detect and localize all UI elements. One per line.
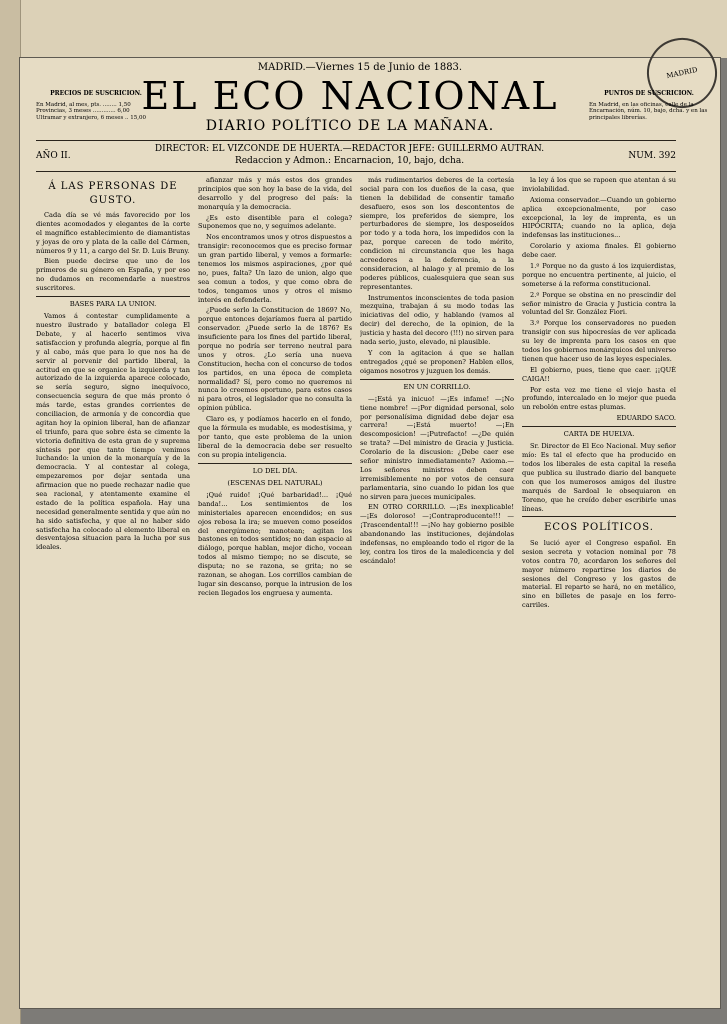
subscription-points-box [589, 90, 709, 122]
newspaper-subtitle: DIARIO POLÍTICO DE LA MAÑANA. [205, 118, 495, 134]
paragraph: Corolario y axioma finales. Él gobierno debe caer. [522, 242, 676, 260]
paragraph: más rudimentarios deberes de la cortesía social para con los dueños de la casa, que tienen la debilidad de consentir tamaño desafuero, esos son los descontentos de siempre, los preferidos de siempre, los perturbadores de siempre, los desposeídos por todo y a toda hora, los impedidos con la paz, porque carecen de todo mérito, condicion ni circunstancia que les haga acreedores a la deferencia, a la consideracion, al halago y al premio de los poderes públicos, cualesquiera que sean sus representantes. [360, 176, 514, 291]
price-line: Provincias, 3 meses ............. 6,00 [36, 108, 130, 115]
paragraph: la ley á los que se rapoen que atentan á su inviolabilidad. [522, 176, 676, 193]
column-4 [522, 176, 676, 1016]
paragraph: El gobierno, pues, tiene que caer. ¡¡QUÉ CAIGA!! [522, 365, 676, 383]
column-subnote: (ESCENAS DEL NATURAL) [227, 478, 323, 487]
column-subheading: LO DEL DÍA. [252, 466, 298, 475]
column-3 [360, 176, 514, 1016]
divider [522, 516, 676, 517]
paragraph: 3.º Porque los conservadores no pueden transigir con sus hipocresías de ver aplicada su ley de imprenta para los casos en que todos los gobiernos monárquicos del universo tienen que hacer uso de las leyes especiales. [522, 319, 676, 363]
dateline: MADRID.—Viernes 15 de Junio de 1883. [257, 62, 463, 73]
subscription-points-text: En Madrid, en las oficinas, calle de la Encarnación, núm. 10, bajo, dcha. y en las principales librerías. [589, 101, 708, 122]
paragraph: Y con la agitacion á que se hallan entregados ¿qué se proponen? Hablen ellos, oigamos nosotros y juzguen los demás. [360, 348, 514, 375]
issue-number: NUM. 392 [628, 151, 676, 161]
signature: EDUARDO SACO. [616, 414, 676, 423]
paragraph: Nos encontramos unos y otros dispuestos a transigir: reconocemos que es preciso formar un gran partido liberal, y vemos a formarle: tenemos los mismos aspiraciones, ¿por qué no, pues, falta? Un lazo de union, algo que sea comun a todos, y que como obra de todos, tengamos unos y otros el mismo interés en defenderla. [198, 233, 352, 304]
paragraph: ¿Puede serlo la Constitucion de 1869? No, porque entonces dejaríamos fuera al partido conservador. ¿Puede serlo la de 1876? Es insuficiente para los fines del partido liberal, porque no podría ser terreno neutral para unos y otros. ¿Lo sería una nueva Constitucion, hecha con el concurso de todos los partidos, en una época de completa normalidad? Sí, pero como no queremos ni nunca lo creemos oportuno, para estos casos ni para otros, el legislador que no consulta la opinion pública. [198, 306, 352, 413]
subscription-points-heading: PUNTOS DE SUSCRICION. [604, 90, 694, 97]
paragraph: afianzar más y más estos dos grandes principios que son hoy la base de la vida, del desarrollo y del progreso del país: la monarquía y la democracia. [198, 176, 352, 211]
address-line: Redaccion y Admon.: Encarnacion, 10, bajo, dcha. [234, 156, 465, 166]
column-subheading: EN UN CORRILLO. [403, 382, 471, 391]
column-subheading: BASES PARA LA UNION. [69, 300, 157, 309]
newspaper-title: EL ECO NACIONAL [141, 74, 559, 118]
column-2 [198, 176, 352, 1016]
paragraph: ¿Es esto disentible para el colega? Suponemos que no, y seguimos adelante. [198, 213, 352, 231]
editorial-info [155, 144, 544, 167]
column-1 [36, 176, 190, 1016]
paragraph: ¡Qué ruido! ¡Qué barbaridad!... ¡Qué banda!... Los sentimientos de los ministeriales aparecen encendidos; en sus ojos rebosa la ira; se mueven como poseídos del energúmeno; manotean; agitan los bastones en todos sentidos; no dan espacio al diálogo, porque hablan, mejor dicho, vocean todos al mismo tiempo; no se discute, se disputa; no se razona, se grita; no se razonan, se ahogan. Los corrillos cambian de lugar sin descanso, porque la intrusion de los recien llegados los engruesa y aumenta. [198, 490, 352, 597]
divider [198, 463, 352, 464]
column-heading: ECOS POLÍTICOS. [544, 522, 654, 534]
price-line: En Madrid, al mes, pts. ........ 1,50 [36, 101, 131, 108]
page-binding-area [0, 0, 727, 58]
paragraph: EN OTRO CORRILLO. —¡Es inexplicable! —¡Es doloroso! —¡Contraproducente!!! —¡Trascendental!!! —¡No hay gobierno posible abandonando las instituciones, dejándolas indefensas, no empleando todo el rigor de la ley, contra los tiros de la maledicencia y del escándalo! [360, 503, 514, 565]
paragraph: Por esta vez me tiene el viejo hasta el profundo, intercalado en lo mejor que pueda un rebolón entre estas plumas. [522, 385, 676, 412]
paragraph: Claro es, y podíamos hacerlo en el fondo, que la fórmula es mudable, es modestísima, y por tanto, que este problema de la union liberal de la democracia debe ser resuelto con su propia inteligencia. [198, 415, 352, 459]
paragraph: —¡Está ya inicuo! —¡Es infame! —¡No tiene nombre! —¡Por dignidad personal, solo por personalísima dignidad debe dejar esa carrera! —¡Está muerto! —¡En descomposicion! —¡Putrefacto! —¿De quién se trata? —Del ministro de Gracia y Justicia. Corolario de la discusion: ¿Debe caer ese señor ministro inmediatamente? Axioma.—Los señores ministros deben caer irremisiblemente no por votos de censura parlamentaria, sino cuando lo pidan los que no sirven para jueces municipales. [360, 394, 514, 501]
library-stamp: MADRID [640, 31, 723, 114]
divider [360, 379, 514, 380]
info-bar [36, 140, 676, 172]
column-subheading: CARTA DE HUELVA. [563, 430, 635, 439]
subscription-prices-heading: PRECIOS DE SUSCRICION. [50, 90, 142, 97]
paragraph: 1.º Porque no da gusto á los izquierdistas, porque no encuentra pertinente, al juicio, el someterse á la reforma constitucional. [522, 262, 676, 288]
paragraph: Se lució ayer el Congreso español. En sesion secreta y votacion nominal por 78 votos contra 70, acordaron los señores del mayor número repartirse los diarios de sesiones del Congreso y los gastos de material. El reparto se hará, no en metálico, sino en billetes de pasaje en los ferro-carriles. [522, 538, 676, 610]
page-fold [0, 0, 21, 1024]
paragraph: Axioma conservador.—Cuando un gobierno aplica excepcionalmente, por caso excepcional, la ley de imprenta, es un HIPÓCRITA; cuando no la aplica, deja indefensas las instituciones... [522, 195, 676, 240]
price-line: Ultramar y extranjero, 6 meses .. 15,00 [36, 115, 147, 122]
column-heading: Á LAS PERSONAS DE GUSTO. [48, 181, 178, 206]
paragraph: Vamos á contestar cumplidamente a nuestro ilustrado y batallador colega El Debate, y al hacerlo sentimos viva satisfaccion y profunda alegría, porque al fin y al cabo, más que para lo que nos ha de servir al porvenir del partido liberal, la actitud en que se organice la izquierda y tan autorizado de la izquierda aparece colocado, se sería seguro, signo inequívoco, consecuencia segura de que más pronto ó más tarde, estas grandes corrientes de conciliacion, de armonía y de concordia que agitan hoy la opinion liberal, han de afianzar el triunfo, para que sobre ésta se cimente la victoria definitiva de esta gran de y suprema síntesis por que tanto tiempo venimos luchando: la union de la monarquía y de la democracia. Y al contestar al colega, empezaremos por dejar sentada una afirmacion que no puede rechazar nadie que sea racional, y atentamente examine el estado de la política española. Hay una necesidad generalmente sentida y que aún no ha sido satisfecha, y que al no haber sido satisfecha ha colocado al elemento liberal en desventajosa situacion para la lucha por sus ideales. [36, 312, 190, 552]
paragraph: Instrumentos inconscientes de toda pasion mezquina, trabajan á su modo todas las iniciativas del odio, y hablando (vamos al decir) del derecho, de la opinion, de la justicia y hasta del decoro (!!!) no sirven para nada serio, justo, elevado, ni plausible. [360, 293, 514, 347]
paragraph: Sr. Director de El Eco Nacional. Muy señor mío: Es tal el efecto que ha producido en todos los liberales de esta capital la reseña que publica su ilustrado diario del banquete con que los numerosos amigos del ilustre marqués de Sardoal le obsequiaron en Toreno, que he creído deber escribirle unas líneas. [522, 442, 676, 513]
divider [36, 296, 190, 297]
issue-year: AÑO II. [36, 151, 71, 161]
paragraph: 2.º Porque se obstina en no prescindir del señor ministro de Gracia y Justicia contra la voluntad del Sr. González Fiori. [522, 290, 676, 317]
divider [522, 426, 676, 427]
article-columns [36, 176, 676, 1016]
director-line: DIRECTOR: EL VIZCONDE DE HUERTA.—REDACTOR JEFE: GUILLERMO AUTRAN. [154, 144, 545, 155]
paragraph: Cada día se vé más favorecido por los dientes acomodados y elegantes de la corte el magnífico establecimiento de diamantistas y joyas de oro y plata de la calle del Cármen, números 9 y 11, a cargo del Sr. D. Luis Bruny. [36, 211, 190, 255]
paragraph: Bien puede decirse que uno de los primeros de su género en España, y por eso no dudamos en recomendarle a nuestros suscritores. [36, 257, 190, 293]
